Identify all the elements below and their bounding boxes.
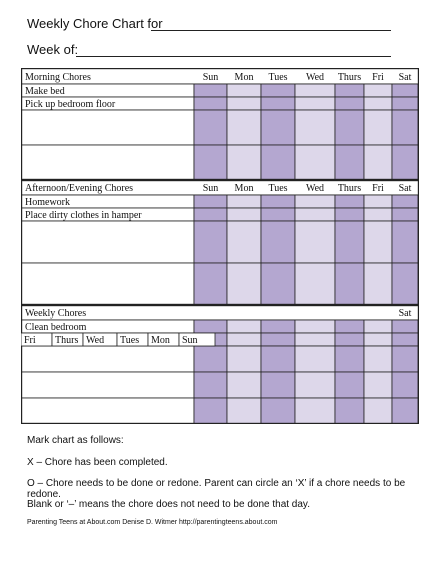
day-label: Sun xyxy=(202,183,219,194)
day-cell xyxy=(295,84,335,97)
legend-blank: Blank or ‘–’ means the chore does not need to be done that day. xyxy=(27,499,310,510)
day-cell xyxy=(364,145,392,180)
day-cell xyxy=(295,372,335,398)
day-cell xyxy=(392,221,418,263)
offset-day-label: Fri xyxy=(24,335,36,346)
day-cell xyxy=(194,208,227,221)
day-cell xyxy=(392,110,418,145)
chore-label: Make bed xyxy=(25,86,65,97)
day-cell xyxy=(261,145,295,180)
chore-label: Homework xyxy=(25,197,70,208)
day-cell xyxy=(194,263,227,305)
day-cell xyxy=(227,145,261,180)
day-cell xyxy=(364,346,392,372)
day-cell xyxy=(364,97,392,110)
chore-cell xyxy=(21,221,194,263)
day-cell xyxy=(227,195,261,208)
day-cell xyxy=(335,263,364,305)
day-label: Sat xyxy=(398,308,412,319)
offset-day-label: Mon xyxy=(151,335,170,346)
offset-day-label: Wed xyxy=(86,335,105,346)
day-cell xyxy=(392,97,418,110)
day-cell xyxy=(392,398,418,424)
day-cell xyxy=(392,208,418,221)
day-label: Fri xyxy=(372,183,384,194)
day-cell xyxy=(261,221,295,263)
day-cell xyxy=(364,398,392,424)
day-cell xyxy=(295,346,335,372)
day-cell xyxy=(335,195,364,208)
chore-cell xyxy=(21,398,194,424)
day-cell xyxy=(295,110,335,145)
day-cell xyxy=(261,97,295,110)
chart-title-label: Weekly Chore Chart for xyxy=(27,16,163,31)
day-cell xyxy=(261,320,295,333)
chore-chart-table xyxy=(21,68,419,424)
day-cell xyxy=(261,84,295,97)
day-cell xyxy=(227,346,261,372)
day-cell xyxy=(295,195,335,208)
offset-day-label: Tues xyxy=(120,335,140,346)
section-heading: Morning Chores xyxy=(25,72,91,83)
day-label: Thurs xyxy=(337,72,362,83)
day-label: Fri xyxy=(372,72,384,83)
footer-credit: Parenting Teens at About.com Denise D. Witmer http://parentingteens.about.com xyxy=(27,519,278,526)
day-cell xyxy=(194,195,227,208)
day-cell xyxy=(295,333,335,346)
day-label: Sat xyxy=(398,72,412,83)
section-heading: Afternoon/Evening Chores xyxy=(25,183,134,194)
day-cell xyxy=(364,208,392,221)
day-cell xyxy=(194,97,227,110)
day-cell xyxy=(392,320,418,333)
day-cell xyxy=(364,110,392,145)
chore-chart-grid xyxy=(21,68,419,424)
day-cell xyxy=(261,398,295,424)
day-cell xyxy=(194,84,227,97)
section-heading: Weekly Chores xyxy=(25,308,87,319)
legend-intro: Mark chart as follows: xyxy=(27,435,124,446)
day-label: Sun xyxy=(202,72,219,83)
day-cell xyxy=(392,263,418,305)
day-cell xyxy=(227,333,261,346)
day-cell xyxy=(261,110,295,145)
week-of-label: Week of: xyxy=(27,42,79,57)
chore-cell xyxy=(21,145,194,180)
offset-day-label: Thurs xyxy=(55,335,79,346)
offset-day-label: Sun xyxy=(182,335,198,346)
day-cell xyxy=(364,84,392,97)
day-cell xyxy=(227,320,261,333)
day-cell xyxy=(364,333,392,346)
name-blank-line[interactable] xyxy=(151,30,391,31)
day-cell xyxy=(227,110,261,145)
day-cell xyxy=(227,263,261,305)
day-cell xyxy=(295,398,335,424)
day-cell xyxy=(392,346,418,372)
day-cell xyxy=(335,84,364,97)
day-cell xyxy=(335,398,364,424)
day-cell xyxy=(295,97,335,110)
week-of-line xyxy=(27,42,78,57)
chore-label: Place dirty clothes in hamper xyxy=(25,210,142,221)
day-cell xyxy=(261,263,295,305)
day-label: Sat xyxy=(398,183,412,194)
day-label: Tues xyxy=(268,183,288,194)
day-cell xyxy=(261,372,295,398)
chore-cell xyxy=(21,110,194,145)
day-cell xyxy=(194,346,227,372)
day-cell xyxy=(392,84,418,97)
chart-title-line xyxy=(27,16,163,31)
day-cell xyxy=(335,346,364,372)
day-cell xyxy=(261,333,295,346)
day-cell xyxy=(295,320,335,333)
day-cell xyxy=(227,84,261,97)
day-cell xyxy=(194,145,227,180)
day-cell xyxy=(364,195,392,208)
day-cell xyxy=(295,221,335,263)
day-cell xyxy=(335,145,364,180)
day-label: Wed xyxy=(305,183,325,194)
legend-o: O – Chore needs to be done or redone. Parent can circle an ‘X’ if a chore needs to be redone. xyxy=(27,478,406,500)
day-label: Tues xyxy=(268,72,288,83)
day-cell xyxy=(194,110,227,145)
day-cell xyxy=(227,97,261,110)
day-cell xyxy=(227,221,261,263)
day-cell xyxy=(295,263,335,305)
day-cell xyxy=(295,208,335,221)
day-cell xyxy=(261,346,295,372)
day-cell xyxy=(261,195,295,208)
chore-cell xyxy=(21,346,194,372)
week-blank-line[interactable] xyxy=(76,56,391,57)
day-label: Mon xyxy=(234,183,254,194)
legend-x: X – Chore has been completed. xyxy=(27,457,168,468)
chore-cell xyxy=(21,372,194,398)
day-cell xyxy=(392,333,418,346)
day-cell xyxy=(194,398,227,424)
day-cell xyxy=(295,145,335,180)
day-cell xyxy=(335,372,364,398)
day-cell xyxy=(392,372,418,398)
day-cell xyxy=(364,263,392,305)
chore-cell xyxy=(21,263,194,305)
day-cell xyxy=(335,110,364,145)
day-cell xyxy=(194,320,227,333)
day-label: Wed xyxy=(305,72,325,83)
day-label: Mon xyxy=(234,72,254,83)
day-cell xyxy=(227,398,261,424)
day-cell xyxy=(392,145,418,180)
day-cell xyxy=(335,333,364,346)
day-label: Thurs xyxy=(337,183,362,194)
day-cell xyxy=(194,372,227,398)
day-cell xyxy=(335,320,364,333)
chore-label: Pick up bedroom floor xyxy=(25,99,116,110)
day-cell xyxy=(227,208,261,221)
day-cell xyxy=(364,221,392,263)
day-cell xyxy=(194,221,227,263)
day-cell xyxy=(227,372,261,398)
chore-label: Clean bedroom xyxy=(25,322,87,333)
day-cell xyxy=(364,320,392,333)
day-cell xyxy=(364,372,392,398)
day-cell xyxy=(335,221,364,263)
day-cell xyxy=(261,208,295,221)
day-cell xyxy=(335,208,364,221)
day-cell xyxy=(335,97,364,110)
day-cell xyxy=(392,195,418,208)
